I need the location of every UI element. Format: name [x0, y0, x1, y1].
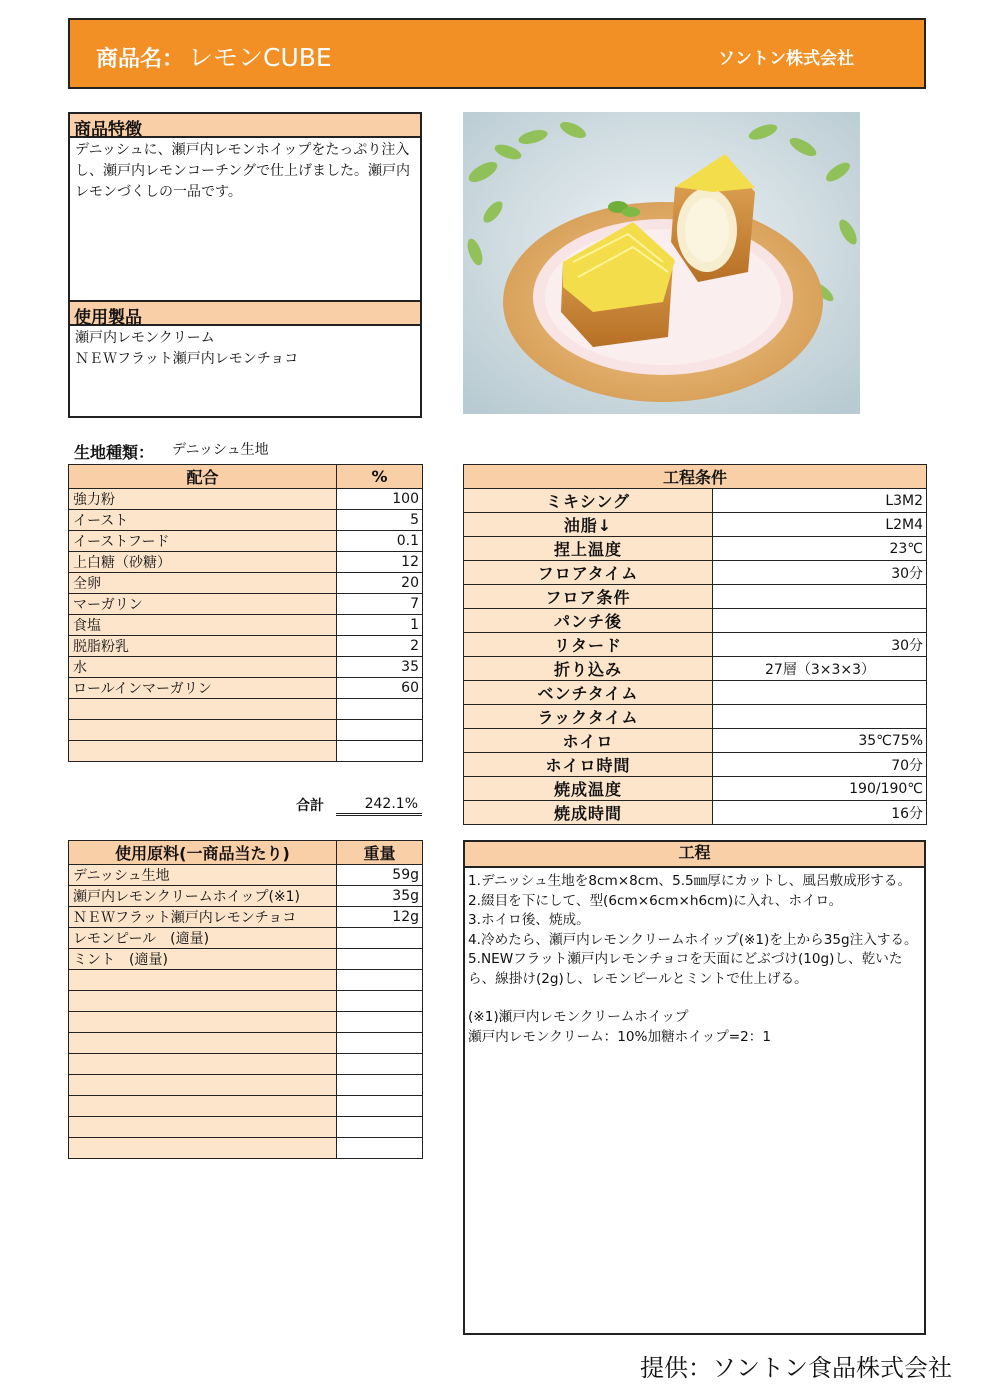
table-row: [69, 928, 423, 949]
table-row: [464, 585, 927, 609]
ingredient-name: マーガリン: [69, 594, 337, 615]
table-row: [69, 1075, 423, 1096]
ingredient-percent: [337, 699, 423, 720]
table-row: [69, 1033, 423, 1054]
material-name: [69, 1138, 337, 1159]
table-row: [69, 678, 423, 699]
table-row: [69, 489, 423, 510]
product-name: レモンCUBE: [188, 43, 332, 72]
recipe-header-row: [69, 465, 423, 489]
table-row: [69, 1096, 423, 1117]
table-row: [69, 594, 423, 615]
condition-name: ホイロ: [464, 729, 713, 753]
steps-box: [463, 840, 926, 1335]
condition-value: [713, 609, 927, 633]
materials-header-name: 使用原料(一商品当たり): [69, 841, 337, 865]
table-row: [464, 753, 927, 777]
note-text: 瀬戸内レモンクリーム：10%加糖ホイップ=2：1: [468, 1028, 772, 1045]
ingredient-name: [69, 741, 337, 762]
condition-name: 焼成温度: [464, 777, 713, 801]
total-value: 242.1%: [336, 796, 422, 816]
ingredient-percent: [337, 741, 423, 762]
table-row: [464, 489, 927, 513]
material-weight: [337, 1138, 423, 1159]
provider-credit: 提供：ソントン食品株式会社: [640, 1354, 952, 1382]
material-weight: [337, 991, 423, 1012]
condition-value: [713, 585, 927, 609]
condition-value: 30分: [713, 561, 927, 585]
table-row: [69, 865, 423, 886]
ingredient-name: 食塩: [69, 615, 337, 636]
material-name: [69, 991, 337, 1012]
condition-name: フロア条件: [464, 585, 713, 609]
material-weight: [337, 928, 423, 949]
table-row: [69, 636, 423, 657]
ingredient-percent: 5: [337, 510, 423, 531]
steps-body: [465, 868, 924, 1051]
condition-name: フロアタイム: [464, 561, 713, 585]
table-row: [69, 949, 423, 970]
step-line: 2.綴目を下にして、型(6cm×6cm×h6cm)に入れ、ホイロ。: [468, 892, 843, 909]
condition-value: 23℃: [713, 537, 927, 561]
material-weight: [337, 1012, 423, 1033]
recipe-header-name: 配合: [69, 465, 337, 489]
table-row: [464, 729, 927, 753]
table-row: [69, 1138, 423, 1159]
ingredient-name: イースト: [69, 510, 337, 531]
table-row: [464, 681, 927, 705]
features-box: [68, 112, 422, 418]
product-label: 商品名：: [96, 47, 185, 72]
ingredient-name: 水: [69, 657, 337, 678]
used-products-list: [70, 326, 420, 372]
material-name: 瀬戸内レモンクリームホイップ(※1): [69, 886, 337, 907]
step-line: 5.NEWフラット瀬戸内レモンチョコを天面にどぶづけ(10g)し、乾いたら、線掛け(2g)し、レモンピールとミントで仕上げる。: [468, 951, 903, 987]
condition-name: 捏上温度: [464, 537, 713, 561]
table-row: [464, 561, 927, 585]
ingredient-percent: 1: [337, 615, 423, 636]
ingredient-percent: 60: [337, 678, 423, 699]
table-row: [69, 552, 423, 573]
material-name: [69, 1117, 337, 1138]
condition-name: 折り込み: [464, 657, 713, 681]
table-row: [69, 531, 423, 552]
material-weight: [337, 970, 423, 991]
material-name: デニッシュ生地: [69, 865, 337, 886]
table-row: [69, 1117, 423, 1138]
ingredient-name: 全卵: [69, 573, 337, 594]
condition-value: L3M2: [713, 489, 927, 513]
table-row: [464, 633, 927, 657]
table-row: [69, 886, 423, 907]
condition-value: 30分: [713, 633, 927, 657]
ingredient-name: 強力粉: [69, 489, 337, 510]
condition-value: 190/190℃: [713, 777, 927, 801]
lemon-cube-pastry-photo: [463, 112, 860, 414]
note-title: (※1)瀬戸内レモンクリームホイップ: [468, 1009, 689, 1025]
used-products-section: [70, 302, 420, 326]
step-line: 1.デニッシュ生地を8cm×8cm、5.5㎜厚にカットし、風呂敷成形する。: [468, 873, 912, 889]
table-row: [69, 657, 423, 678]
table-row: [464, 657, 927, 681]
material-name: [69, 970, 337, 991]
condition-name: ホイロ時間: [464, 753, 713, 777]
used-product-item: 瀬戸内レモンクリーム: [75, 330, 215, 346]
recipe-header-percent: %: [337, 465, 423, 489]
process-header-row: [464, 465, 927, 489]
condition-value: 70分: [713, 753, 927, 777]
header-bar: [68, 18, 926, 89]
condition-value: 16分: [713, 801, 927, 825]
process-conditions-table: [463, 464, 927, 825]
material-name: レモンピール (適量): [69, 928, 337, 949]
step-line: 4.冷めたら、瀬戸内レモンクリームホイップ(※1)を上から35g注入する。: [468, 931, 918, 948]
table-row: [69, 991, 423, 1012]
material-name: [69, 1054, 337, 1075]
materials-table: [68, 840, 423, 1159]
ingredient-name: ロールインマーガリン: [69, 678, 337, 699]
features-text: デニッシュに、瀬戸内レモンホイップをたっぷり注入し、瀬戸内レモンコーチングで仕上げました。瀬戸内レモンづくしの一品です。: [75, 142, 411, 200]
table-row: [464, 513, 927, 537]
ingredient-percent: 35: [337, 657, 423, 678]
condition-value: [713, 681, 927, 705]
table-row: [69, 573, 423, 594]
ingredient-name: 脱脂粉乳: [69, 636, 337, 657]
company-name: ソントン株式会社: [718, 49, 854, 69]
material-name: [69, 1033, 337, 1054]
table-row: [69, 907, 423, 928]
condition-name: パンチ後: [464, 609, 713, 633]
material-name: ミント (適量): [69, 949, 337, 970]
ingredient-name: [69, 720, 337, 741]
table-row: [464, 777, 927, 801]
condition-name: リタード: [464, 633, 713, 657]
ingredient-name: イーストフード: [69, 531, 337, 552]
material-name: [69, 1075, 337, 1096]
material-weight: 59g: [337, 865, 423, 886]
table-row: [464, 537, 927, 561]
table-row: [69, 970, 423, 991]
table-row: [464, 705, 927, 729]
total-label: 合計: [296, 798, 324, 814]
ingredient-name: 上白糖（砂糖）: [69, 552, 337, 573]
table-row: [69, 615, 423, 636]
condition-name: 焼成時間: [464, 801, 713, 825]
material-name: ＮＥＷフラット瀬戸内レモンチョコ: [69, 907, 337, 928]
material-weight: [337, 1117, 423, 1138]
ingredient-name: [69, 699, 337, 720]
ingredient-percent: 20: [337, 573, 423, 594]
ingredient-percent: 2: [337, 636, 423, 657]
product-photo: [463, 112, 860, 414]
features-heading: 商品特徴: [70, 114, 420, 138]
material-name: [69, 1096, 337, 1117]
material-name: [69, 1012, 337, 1033]
table-row: [464, 801, 927, 825]
material-weight: [337, 1033, 423, 1054]
table-row: [69, 699, 423, 720]
condition-value: [713, 705, 927, 729]
dough-value: デニッシュ生地: [172, 442, 269, 458]
used-products-heading: 使用製品: [70, 302, 420, 326]
steps-heading: 工程: [465, 842, 924, 868]
condition-name: ミキシング: [464, 489, 713, 513]
material-weight: [337, 1054, 423, 1075]
condition-value: 27層（3×3×3）: [713, 657, 927, 681]
ingredient-percent: 7: [337, 594, 423, 615]
table-row: [69, 720, 423, 741]
condition-name: ラックタイム: [464, 705, 713, 729]
used-product-item: ＮＥＷフラット瀬戸内レモンチョコ: [75, 351, 299, 367]
ingredient-percent: [337, 720, 423, 741]
material-weight: [337, 949, 423, 970]
table-row: [69, 741, 423, 762]
ingredient-percent: 12: [337, 552, 423, 573]
recipe-table: [68, 464, 423, 762]
condition-value: 35℃75%: [713, 729, 927, 753]
table-row: [69, 1012, 423, 1033]
material-weight: [337, 1075, 423, 1096]
material-weight: [337, 1096, 423, 1117]
material-weight: 35g: [337, 886, 423, 907]
condition-name: 油脂↓: [464, 513, 713, 537]
material-weight: 12g: [337, 907, 423, 928]
materials-header-row: [69, 841, 423, 865]
product-title: [96, 38, 332, 74]
table-row: [69, 510, 423, 531]
ingredient-percent: 0.1: [337, 531, 423, 552]
dough-label: 生地種類：: [74, 443, 155, 462]
table-row: [464, 609, 927, 633]
materials-header-weight: 重量: [337, 841, 423, 865]
process-conditions-heading: 工程条件: [464, 465, 927, 489]
condition-name: ベンチタイム: [464, 681, 713, 705]
condition-value: L2M4: [713, 513, 927, 537]
table-row: [69, 1054, 423, 1075]
ingredient-percent: 100: [337, 489, 423, 510]
step-line: 3.ホイロ後、焼成。: [468, 912, 590, 928]
spacer: [468, 989, 921, 1008]
